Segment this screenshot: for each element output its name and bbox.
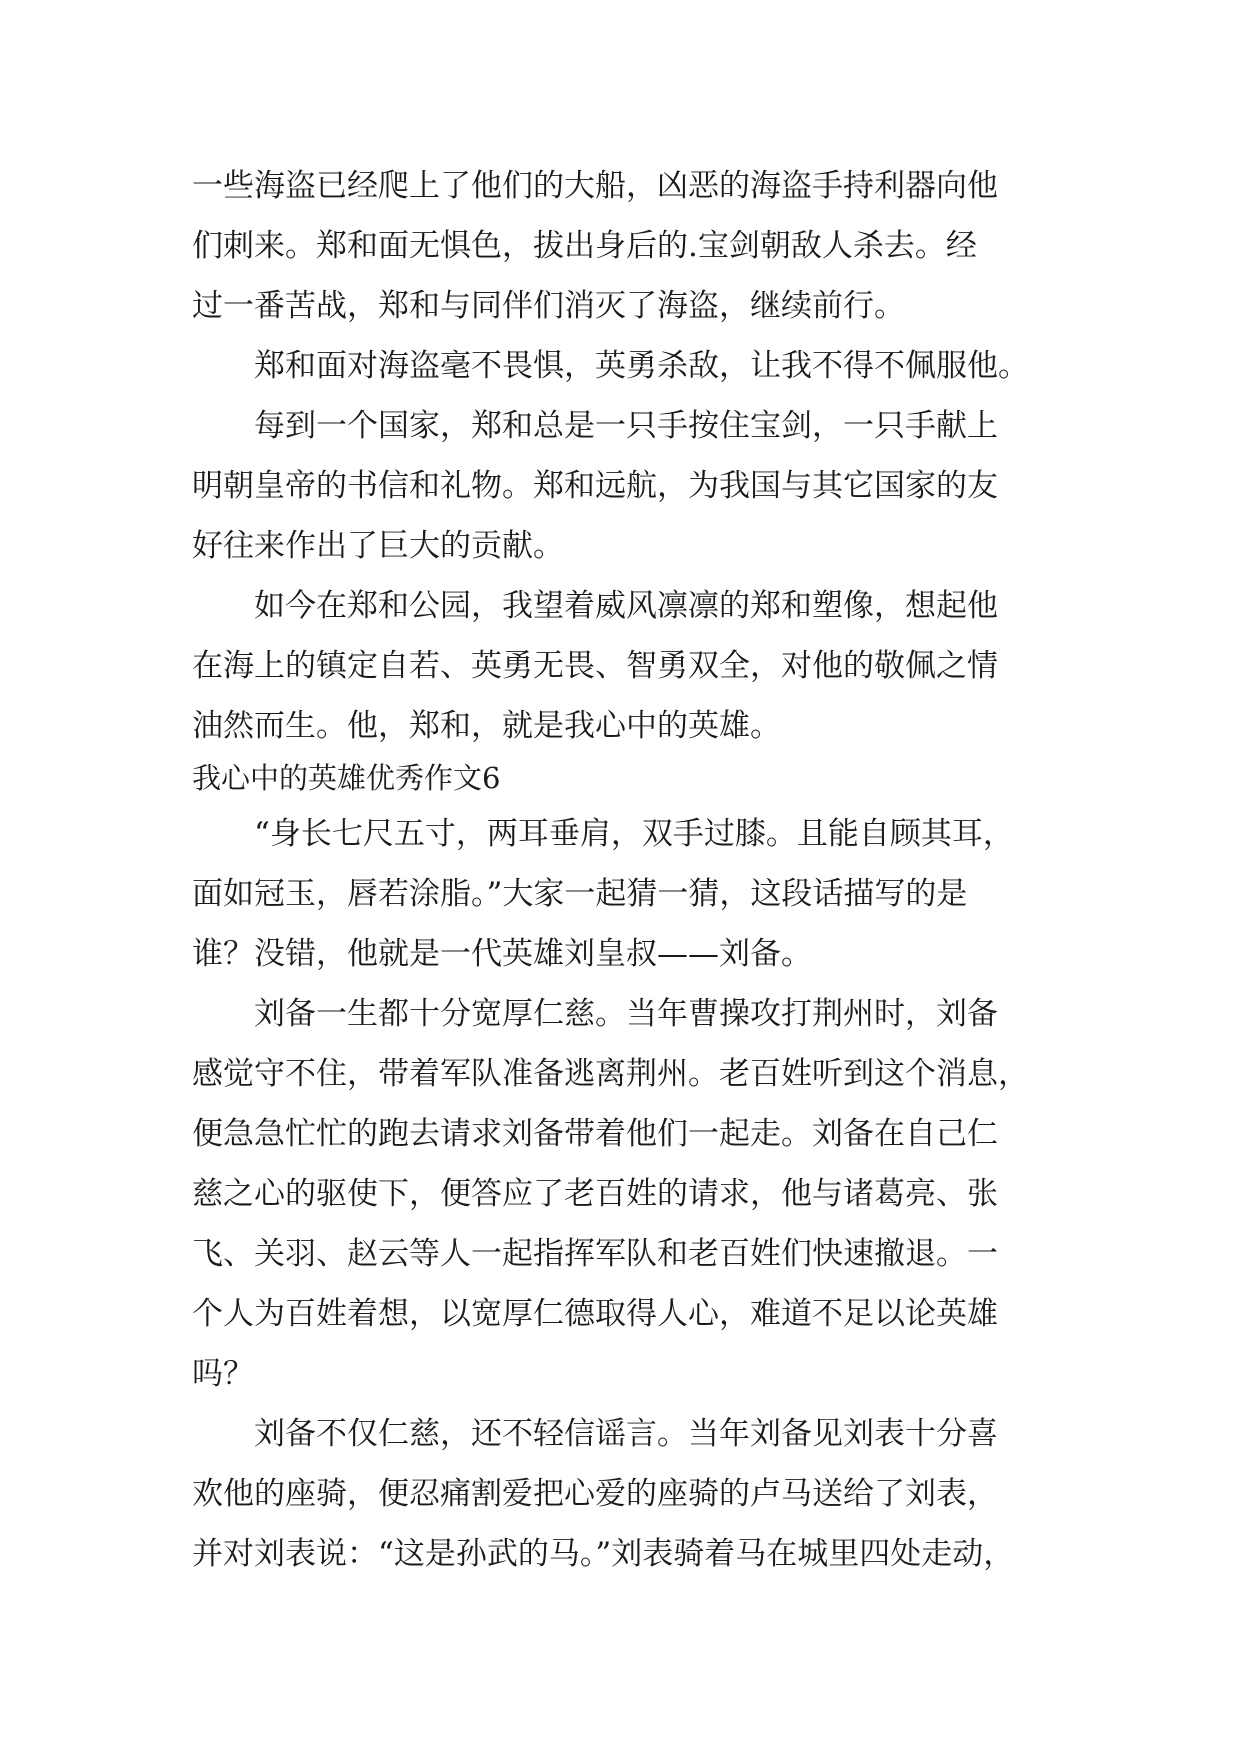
text-line: 个人为百姓着想，以宽厚仁德取得人心，难道不足以论英雄 bbox=[192, 1296, 998, 1332]
text-line: 如今在郑和公园，我望着威风凛凛的郑和塑像，想起他 bbox=[192, 588, 998, 624]
text-line: 油然而生。他，郑和，就是我心中的英雄。 bbox=[192, 708, 781, 744]
text-line: 飞、关羽、赵云等人一起指挥军队和老百姓们快速撤退。一 bbox=[192, 1236, 998, 1272]
text-line: 过一番苦战，郑和与同伴们消灭了海盗，继续前行。 bbox=[192, 288, 905, 324]
section-heading: 我心中的英雄优秀作文6 bbox=[192, 761, 501, 795]
text-line: 们刺来。郑和面无惧色，拔出身后的.宝剑朝敌人杀去。经 bbox=[192, 228, 977, 264]
text-line: 慈之心的驱使下，便答应了老百姓的请求，他与诸葛亮、张 bbox=[192, 1176, 998, 1212]
text-line: 明朝皇帝的书信和礼物。郑和远航，为我国与其它国家的友 bbox=[192, 468, 998, 504]
text-line: 并对刘表说：“这是孙武的马。”刘表骑着马在城里四处走动， bbox=[192, 1536, 1015, 1572]
text-line: 刘备不仅仁慈，还不轻信谣言。当年刘备见刘表十分喜 bbox=[192, 1416, 998, 1452]
text-line: 刘备一生都十分宽厚仁慈。当年曹操攻打荆州时，刘备 bbox=[192, 996, 998, 1032]
text-line: 一些海盗已经爬上了他们的大船，凶恶的海盗手持利器向他 bbox=[192, 168, 998, 204]
text-line: 谁？没错，他就是一代英雄刘皇叔——刘备。 bbox=[192, 936, 812, 972]
text-line: 便急急忙忙的跑去请求刘备带着他们一起走。刘备在自己仁 bbox=[192, 1116, 998, 1152]
text-line: 在海上的镇定自若、英勇无畏、智勇双全，对他的敬佩之情 bbox=[192, 648, 998, 684]
text-line: 欢他的座骑，便忍痛割爱把心爱的座骑的卢马送给了刘表， bbox=[192, 1476, 998, 1512]
text-line: 感觉守不住，带着军队准备逃离荆州。老百姓听到这个消息， bbox=[192, 1056, 1029, 1092]
text-line: 郑和面对海盗毫不畏惧，英勇杀敌，让我不得不佩服他。 bbox=[192, 348, 1029, 384]
text-line: 面如冠玉，唇若涂脂。”大家一起猜一猜，这段话描写的是 bbox=[192, 876, 968, 912]
text-line: 好往来作出了巨大的贡献。 bbox=[192, 528, 564, 564]
text-line: 吗？ bbox=[192, 1356, 254, 1392]
text-line: 每到一个国家，郑和总是一只手按住宝剑，一只手献上 bbox=[192, 408, 998, 444]
text-line: “身长七尺五寸，两耳垂肩，双手过膝。且能自顾其耳， bbox=[192, 816, 1014, 852]
